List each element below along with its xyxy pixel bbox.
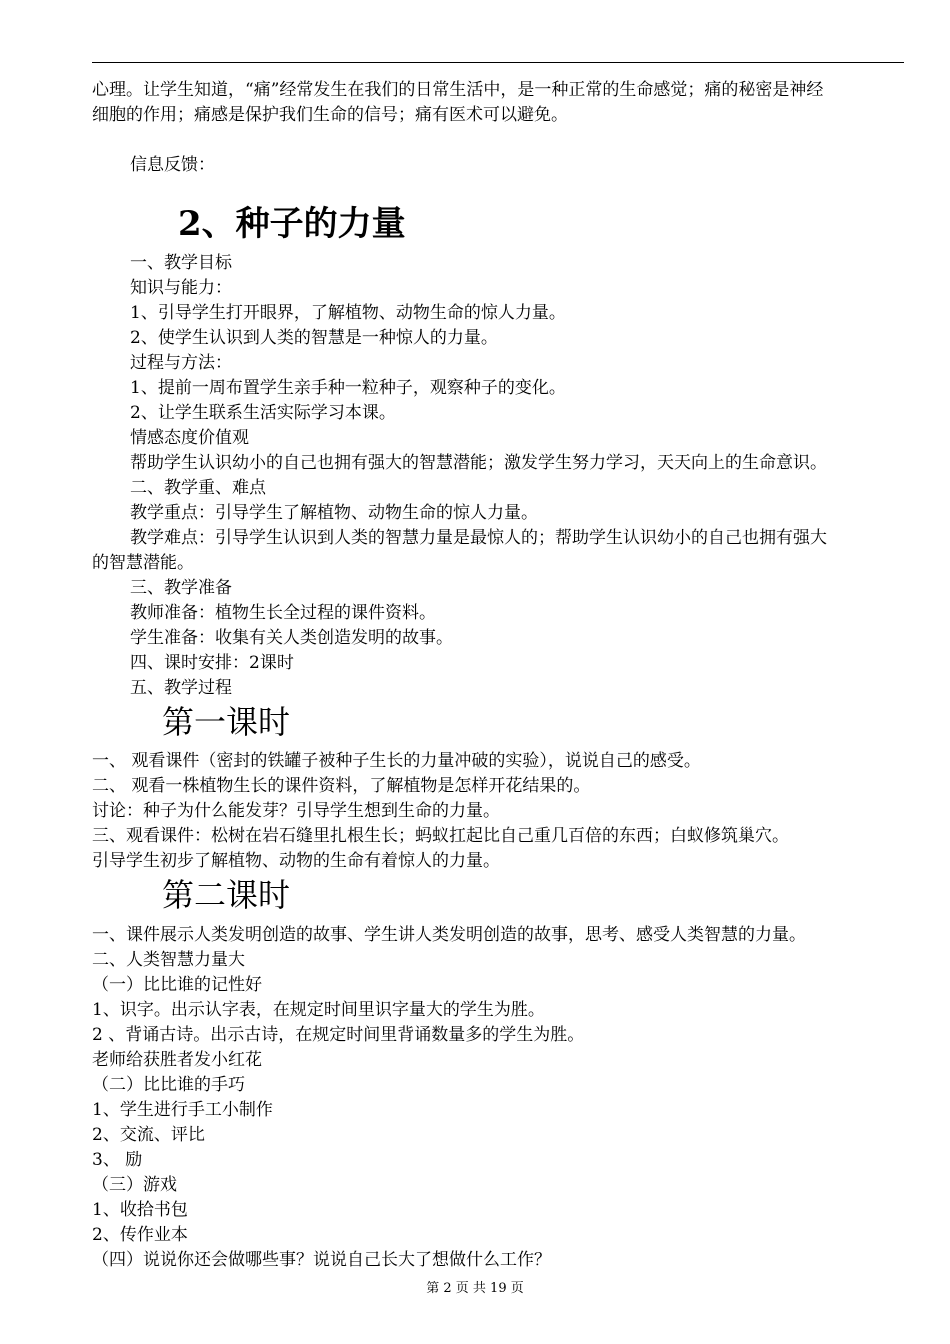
period-two-line: （二）比比谁的手巧 [92, 1075, 245, 1095]
period-two-line: 2、交流、评比 [92, 1125, 205, 1145]
goals-line: 三、教学准备 [130, 578, 232, 598]
goals-line: 五、教学过程 [130, 678, 232, 698]
period-one-line: 一、 观看课件（密封的铁罐子被种子生长的力量冲破的实验），说说自己的感受。 [92, 751, 701, 771]
period-one-title: 第一课时 [162, 703, 291, 741]
period-two-line: 二、人类智慧力量大 [92, 950, 245, 970]
period-two-line: 1、学生进行手工小制作 [92, 1100, 273, 1120]
period-two-line: 1、识字。出示认字表，在规定时间里识字量大的学生为胜。 [92, 1000, 545, 1020]
period-two-line: 2 、背诵古诗。出示古诗，在规定时间里背诵数量多的学生为胜。 [92, 1025, 585, 1045]
period-two-line: 一、课件展示人类发明创造的故事、学生讲人类发明创造的故事，思考、感受人类智慧的力量。 [92, 925, 806, 945]
period-two-line: （一）比比谁的记性好 [92, 975, 262, 995]
goals-line: 学生准备：收集有关人类创造发明的故事。 [130, 628, 453, 648]
period-two-line: 1、收拾书包 [92, 1200, 188, 1220]
period-two-line: （四）说说你还会做哪些事？说说自己长大了想做什么工作？ [92, 1250, 551, 1270]
period-two-line: 2、传作业本 [92, 1225, 188, 1245]
period-two-line: 3、 励 [92, 1150, 143, 1170]
goals-line: 二、教学重、难点 [130, 478, 266, 498]
goals-line: 四、课时安排：2课时 [130, 653, 294, 673]
period-one-line: 二、 观看一株植物生长的课件资料，了解植物是怎样开花结果的。 [92, 776, 591, 796]
period-one-line: 三、观看课件：松树在岩石缝里扎根生长；蚂蚁扛起比自己重几百倍的东西；白蚁修筑巢穴。 [92, 826, 789, 846]
goals-line: 知识与能力： [130, 278, 232, 298]
paragraph-line: 心理。让学生知道，“痛”经常发生在我们的日常生活中，是一种正常的生命感觉；痛的秘密是神经 [92, 80, 824, 100]
period-one-line: 讨论：种子为什么能发芽？引导学生想到生命的力量。 [92, 801, 500, 821]
goals-line: 一、教学目标 [130, 253, 232, 273]
period-one-line: 引导学生初步了解植物、动物的生命有着惊人的力量。 [92, 851, 500, 871]
goals-line: 1、引导学生打开眼界，了解植物、动物生命的惊人力量。 [130, 303, 566, 323]
goals-line: 教学重点：引导学生了解植物、动物生命的惊人力量。 [130, 503, 538, 523]
goals-line: 教学难点：引导学生认识到人类的智慧力量是最惊人的；帮助学生认识幼小的自己也拥有强大 [130, 528, 827, 548]
goals-line: 1、提前一周布置学生亲手种一粒种子，观察种子的变化。 [130, 378, 566, 398]
period-two-line: 老师给获胜者发小红花 [92, 1050, 262, 1070]
goals-line: 教师准备：植物生长全过程的课件资料。 [130, 603, 436, 623]
lesson-title: 2、种子的力量 [178, 204, 406, 244]
page-footer: 第 2 页 共 19 页 [426, 1281, 524, 1296]
header-rule [92, 62, 904, 63]
goals-line: 2、让学生联系生活实际学习本课。 [130, 403, 396, 423]
goals-line: 过程与方法： [130, 353, 232, 373]
goals-line: 2、使学生认识到人类的智慧是一种惊人的力量。 [130, 328, 498, 348]
period-two-title: 第二课时 [162, 876, 291, 914]
goals-line: 情感态度价值观 [130, 428, 249, 448]
period-two-line: （三）游戏 [92, 1175, 177, 1195]
paragraph-line: 细胞的作用；痛感是保护我们生命的信号；痛有医术可以避免。 [92, 105, 568, 125]
goals-line: 的智慧潜能。 [92, 553, 194, 573]
goals-line: 帮助学生认识幼小的自己也拥有强大的智慧潜能；激发学生努力学习，天天向上的生命意识。 [130, 453, 827, 473]
feedback-label: 信息反馈： [130, 155, 215, 175]
